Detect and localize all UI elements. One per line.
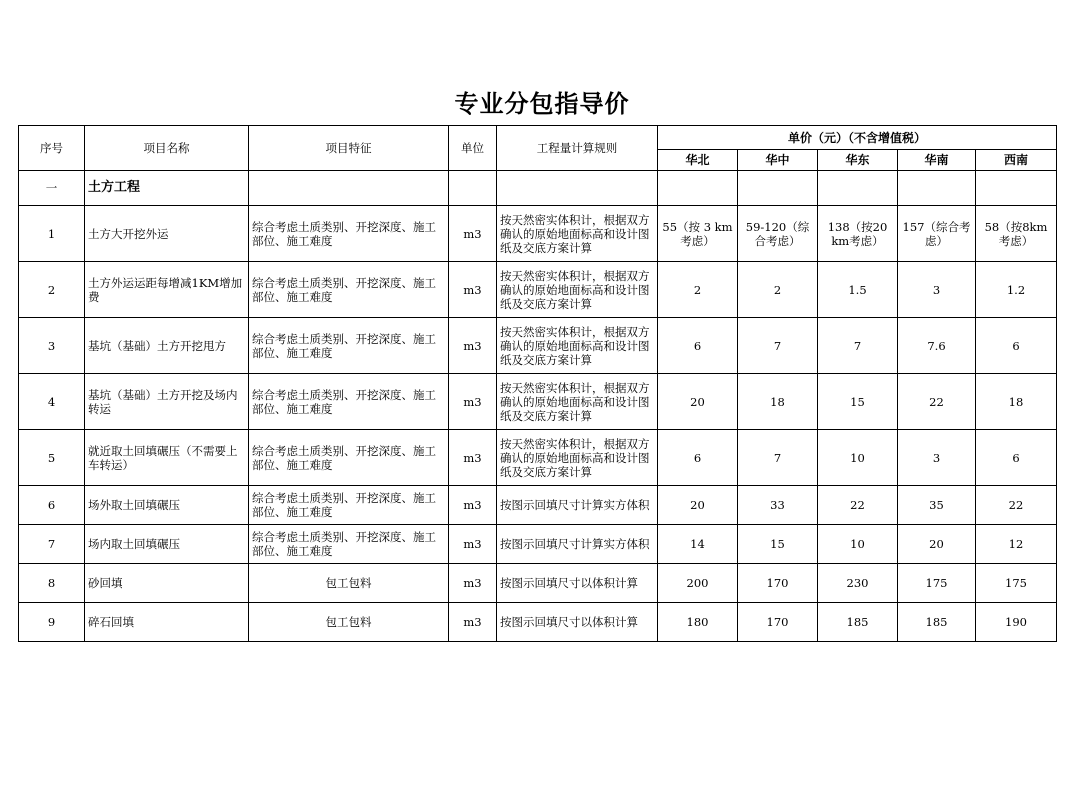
table-row xyxy=(19,262,1057,318)
header-region: 华南 xyxy=(898,150,976,171)
section-seq: 一 xyxy=(19,171,85,206)
row-price: 3 xyxy=(898,430,976,486)
table-row xyxy=(19,374,1057,430)
table-row xyxy=(19,430,1057,486)
section-name: 土方工程 xyxy=(85,171,249,206)
row-rule: 按天然密实体积计，根据双方确认的原始地面标高和设计图纸及交底方案计算 xyxy=(497,318,658,374)
row-seq: 7 xyxy=(19,525,85,564)
row-unit: m3 xyxy=(449,206,497,262)
row-price: 2 xyxy=(658,262,738,318)
row-rule: 按图示回填尺寸计算实方体积 xyxy=(497,525,658,564)
header-region: 西南 xyxy=(976,150,1057,171)
header-region: 华东 xyxy=(818,150,898,171)
row-feature: 包工包料 xyxy=(249,603,449,642)
row-price: 185 xyxy=(818,603,898,642)
row-price: 7.6 xyxy=(898,318,976,374)
row-seq: 4 xyxy=(19,374,85,430)
row-price: 22 xyxy=(898,374,976,430)
row-price: 7 xyxy=(818,318,898,374)
table-row xyxy=(19,318,1057,374)
row-rule: 按图示回填尺寸以体积计算 xyxy=(497,564,658,603)
row-price: 18 xyxy=(976,374,1057,430)
row-unit: m3 xyxy=(449,262,497,318)
row-price: 170 xyxy=(738,603,818,642)
row-feature: 综合考虑土质类别、开挖深度、施工部位、施工难度 xyxy=(249,486,449,525)
row-price: 33 xyxy=(738,486,818,525)
row-feature: 综合考虑土质类别、开挖深度、施工部位、施工难度 xyxy=(249,430,449,486)
row-price: 200 xyxy=(658,564,738,603)
row-name: 土方外运运距每增减1KM增加费 xyxy=(85,262,249,318)
row-rule: 按天然密实体积计，根据双方确认的原始地面标高和设计图纸及交底方案计算 xyxy=(497,430,658,486)
row-unit: m3 xyxy=(449,318,497,374)
row-price: 20 xyxy=(658,374,738,430)
row-price: 20 xyxy=(658,486,738,525)
row-price: 22 xyxy=(976,486,1057,525)
row-price: 55（按 3 km考虑） xyxy=(658,206,738,262)
row-price: 6 xyxy=(976,430,1057,486)
table-row xyxy=(19,564,1057,603)
header-unit: 单位 xyxy=(449,126,497,171)
row-feature: 综合考虑土质类别、开挖深度、施工部位、施工难度 xyxy=(249,318,449,374)
header-feature: 项目特征 xyxy=(249,126,449,171)
price-table xyxy=(18,125,1057,642)
row-unit: m3 xyxy=(449,374,497,430)
row-price: 230 xyxy=(818,564,898,603)
row-seq: 9 xyxy=(19,603,85,642)
row-price: 6 xyxy=(658,318,738,374)
row-feature: 综合考虑土质类别、开挖深度、施工部位、施工难度 xyxy=(249,206,449,262)
row-unit: m3 xyxy=(449,430,497,486)
table-row xyxy=(19,206,1057,262)
row-price: 15 xyxy=(738,525,818,564)
header-name: 项目名称 xyxy=(85,126,249,171)
page-title: 专业分包指导价 xyxy=(454,90,630,118)
row-price: 14 xyxy=(658,525,738,564)
row-rule: 按天然密实体积计，根据双方确认的原始地面标高和设计图纸及交底方案计算 xyxy=(497,374,658,430)
row-price: 6 xyxy=(658,430,738,486)
row-unit: m3 xyxy=(449,564,497,603)
row-price: 58（按8km考虑） xyxy=(976,206,1057,262)
row-price: 6 xyxy=(976,318,1057,374)
row-price: 10 xyxy=(818,430,898,486)
row-name: 场内取土回填碾压 xyxy=(85,525,249,564)
row-rule: 按图示回填尺寸以体积计算 xyxy=(497,603,658,642)
row-name: 碎石回填 xyxy=(85,603,249,642)
row-price: 18 xyxy=(738,374,818,430)
section-row xyxy=(19,171,1057,206)
row-feature: 综合考虑土质类别、开挖深度、施工部位、施工难度 xyxy=(249,262,449,318)
row-feature: 综合考虑土质类别、开挖深度、施工部位、施工难度 xyxy=(249,525,449,564)
row-seq: 1 xyxy=(19,206,85,262)
row-price: 22 xyxy=(818,486,898,525)
row-price: 7 xyxy=(738,430,818,486)
row-rule: 按天然密实体积计，根据双方确认的原始地面标高和设计图纸及交底方案计算 xyxy=(497,206,658,262)
row-price: 2 xyxy=(738,262,818,318)
header-region: 华北 xyxy=(658,150,738,171)
table-row xyxy=(19,486,1057,525)
row-rule: 按图示回填尺寸计算实方体积 xyxy=(497,486,658,525)
row-unit: m3 xyxy=(449,486,497,525)
row-name: 基坑（基础）土方开挖甩方 xyxy=(85,318,249,374)
header-region: 华中 xyxy=(738,150,818,171)
row-price: 138（按20 km考虑） xyxy=(818,206,898,262)
row-feature: 包工包料 xyxy=(249,564,449,603)
row-rule: 按天然密实体积计，根据双方确认的原始地面标高和设计图纸及交底方案计算 xyxy=(497,262,658,318)
row-name: 就近取土回填碾压（不需要上车转运） xyxy=(85,430,249,486)
row-name: 土方大开挖外运 xyxy=(85,206,249,262)
row-seq: 6 xyxy=(19,486,85,525)
row-name: 场外取土回填碾压 xyxy=(85,486,249,525)
row-name: 基坑（基础）土方开挖及场内转运 xyxy=(85,374,249,430)
header-price: 单价（元）（不含增值税） xyxy=(658,126,1057,150)
table-row xyxy=(19,603,1057,642)
row-seq: 8 xyxy=(19,564,85,603)
row-feature: 综合考虑土质类别、开挖深度、施工部位、施工难度 xyxy=(249,374,449,430)
row-price: 1.5 xyxy=(818,262,898,318)
header-rule: 工程量计算规则 xyxy=(497,126,658,171)
row-unit: m3 xyxy=(449,525,497,564)
row-seq: 3 xyxy=(19,318,85,374)
header-seq: 序号 xyxy=(19,126,85,171)
row-price: 175 xyxy=(898,564,976,603)
row-price: 20 xyxy=(898,525,976,564)
row-price: 35 xyxy=(898,486,976,525)
row-price: 7 xyxy=(738,318,818,374)
row-price: 180 xyxy=(658,603,738,642)
row-price: 10 xyxy=(818,525,898,564)
row-name: 砂回填 xyxy=(85,564,249,603)
row-seq: 2 xyxy=(19,262,85,318)
row-seq: 5 xyxy=(19,430,85,486)
row-price: 15 xyxy=(818,374,898,430)
table-row xyxy=(19,525,1057,564)
row-price: 190 xyxy=(976,603,1057,642)
row-price: 59-120（综合考虑） xyxy=(738,206,818,262)
row-price: 157（综合考虑） xyxy=(898,206,976,262)
row-price: 1.2 xyxy=(976,262,1057,318)
row-unit: m3 xyxy=(449,603,497,642)
row-price: 185 xyxy=(898,603,976,642)
row-price: 3 xyxy=(898,262,976,318)
row-price: 170 xyxy=(738,564,818,603)
row-price: 12 xyxy=(976,525,1057,564)
row-price: 175 xyxy=(976,564,1057,603)
